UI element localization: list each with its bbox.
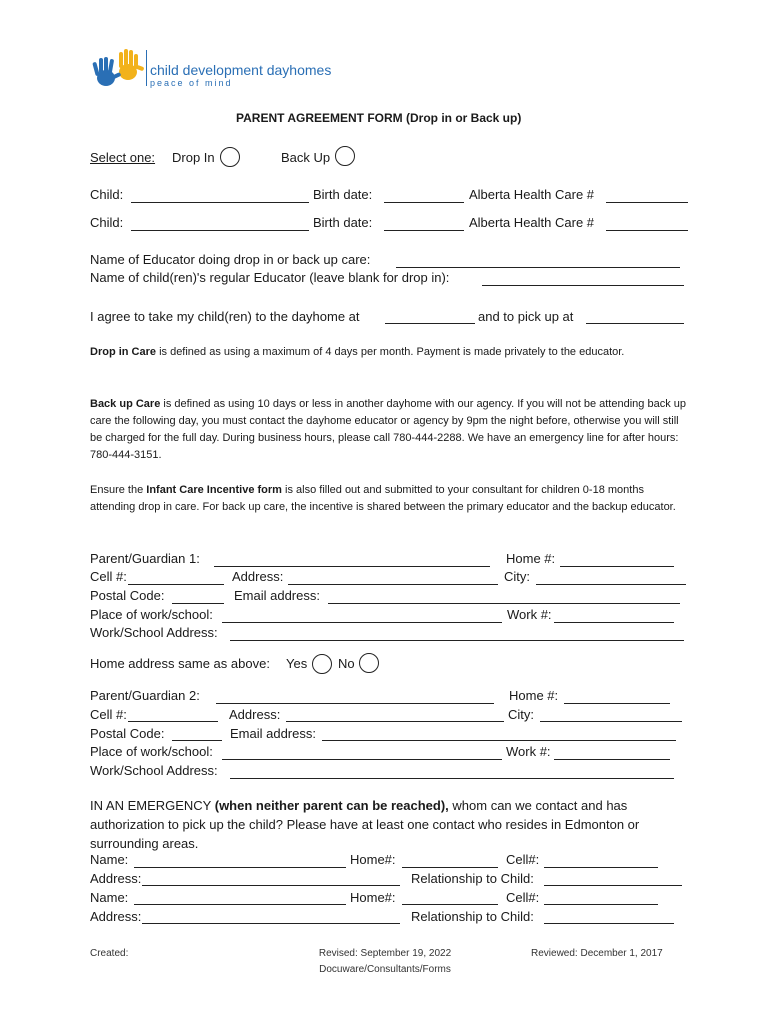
guardian2-cell-label: Cell #: xyxy=(90,707,127,722)
emergency-home-label: Home#: xyxy=(350,852,396,867)
guardian2-work-address-label: Work/School Address: xyxy=(90,763,218,778)
back-up-label: Back Up xyxy=(281,150,331,165)
guardian1-home-label: Home #: xyxy=(506,551,556,566)
emergency-relationship-label: Relationship to Child: xyxy=(411,909,534,924)
emergency-relationship-field[interactable] xyxy=(544,885,682,886)
guardian2-work-num-field[interactable] xyxy=(554,759,670,760)
select-one-label: Select one: xyxy=(90,150,156,165)
page-title: PARENT AGREEMENT FORM (Drop in or Back up) xyxy=(236,111,522,125)
footer-revised: Revised: September 19, 2022 xyxy=(318,948,452,959)
guardian1-work-num-label: Work #: xyxy=(507,607,552,622)
guardian1-city-field[interactable] xyxy=(536,584,686,585)
guardian1-work-place-label: Place of work/school: xyxy=(90,607,213,622)
guardian2-home-label: Home #: xyxy=(509,688,559,703)
guardian1-name-field[interactable] xyxy=(214,566,490,567)
same-address-no-radio[interactable] xyxy=(359,653,379,673)
footer-reviewed: Reviewed: December 1, 2017 xyxy=(531,948,663,959)
guardian2-city-field[interactable] xyxy=(540,721,682,722)
logo-divider xyxy=(146,50,147,86)
emergency-name-field[interactable] xyxy=(134,904,346,905)
health-care-field[interactable] xyxy=(606,230,688,231)
emergency-relationship-label: Relationship to Child: xyxy=(411,871,534,886)
emergency-name-label: Name: xyxy=(90,890,129,905)
handprint-logo-icon xyxy=(92,48,144,90)
dropoff-time-field[interactable] xyxy=(385,323,475,324)
child-name-field[interactable] xyxy=(131,202,309,203)
emergency-relationship-field[interactable] xyxy=(544,923,674,924)
guardian1-address-label: Address: xyxy=(232,569,284,584)
guardian2-home-field[interactable] xyxy=(564,703,670,704)
guardian1-address-field[interactable] xyxy=(288,584,498,585)
guardian2-postal-label: Postal Code: xyxy=(90,726,165,741)
emergency-home-label: Home#: xyxy=(350,890,396,905)
emergency-cell-field[interactable] xyxy=(544,904,658,905)
guardian1-cell-field[interactable] xyxy=(128,584,224,585)
same-address-no-label: No xyxy=(338,656,355,671)
pickup-time-field[interactable] xyxy=(586,323,684,324)
guardian2-cell-field[interactable] xyxy=(128,721,218,722)
guardian1-home-field[interactable] xyxy=(560,566,674,567)
emergency-paragraph: IN AN EMERGENCY (when neither parent can be reached), whom can we contact and has authorization to pick up the child? Please have at least one contact who resides in Edmonton or surrounding areas. xyxy=(90,798,640,851)
guardian2-name-field[interactable] xyxy=(216,703,494,704)
child-label: Child: xyxy=(90,187,124,202)
guardian2-address-field[interactable] xyxy=(286,721,504,722)
back-up-care-paragraph: Back up Care is defined as using 10 days or less in another dayhome with our agency. If you will not be attending back up care the following day, you must contact the dayhome educator or agency by 9pm the night before, otherwise you will still be charged for the full day. During business hours, please call 780-444-2288. We have an emergency line for after hours: 780-444-3151. xyxy=(90,398,686,461)
guardian2-email-label: Email address: xyxy=(230,726,316,741)
infant-care-paragraph: Ensure the Infant Care Incentive form is also filled out and submitted to your consultant for children 0-18 months attending drop in care. For back up care, the incentive is shared between the primary educator and the backup educator. xyxy=(90,484,676,513)
guardian1-work-address-label: Work/School Address: xyxy=(90,625,218,640)
child-name-field[interactable] xyxy=(131,230,309,231)
emergency-cell-label: Cell#: xyxy=(506,852,540,867)
back-up-radio[interactable] xyxy=(335,146,355,166)
guardian1-email-field[interactable] xyxy=(328,603,680,604)
guardian1-label: Parent/Guardian 1: xyxy=(90,551,200,566)
guardian1-city-label: City: xyxy=(504,569,530,584)
same-address-yes-label: Yes xyxy=(286,656,308,671)
health-care-label: Alberta Health Care # xyxy=(469,187,595,202)
guardian2-email-field[interactable] xyxy=(322,740,676,741)
logo-tagline: peace of mind xyxy=(150,78,233,88)
child-label: Child: xyxy=(90,215,124,230)
guardian1-email-label: Email address: xyxy=(234,588,320,603)
footer-path: Docuware/Consultants/Forms xyxy=(319,964,451,975)
birth-date-label: Birth date: xyxy=(313,215,373,230)
same-address-label: Home address same as above: xyxy=(90,656,270,671)
drop-in-label: Drop In xyxy=(172,150,215,165)
guardian1-work-num-field[interactable] xyxy=(554,622,674,623)
birth-date-label: Birth date: xyxy=(313,187,373,202)
emergency-address-label: Address: xyxy=(90,871,142,886)
emergency-name-field[interactable] xyxy=(134,867,346,868)
emergency-home-field[interactable] xyxy=(402,867,498,868)
emergency-address-field[interactable] xyxy=(142,923,400,924)
dropin-educator-field[interactable] xyxy=(396,267,680,268)
drop-in-radio[interactable] xyxy=(220,147,240,167)
regular-educator-field[interactable] xyxy=(482,285,684,286)
guardian1-cell-label: Cell #: xyxy=(90,569,127,584)
same-address-yes-radio[interactable] xyxy=(312,654,332,674)
guardian2-work-place-field[interactable] xyxy=(222,759,502,760)
agree-text-2: and to pick up at xyxy=(478,309,574,324)
birth-date-field[interactable] xyxy=(384,202,464,203)
guardian1-work-place-field[interactable] xyxy=(222,622,502,623)
footer-created: Created: xyxy=(90,948,129,959)
guardian2-city-label: City: xyxy=(508,707,534,722)
guardian2-work-address-field[interactable] xyxy=(230,778,674,779)
emergency-cell-label: Cell#: xyxy=(506,890,540,905)
guardian1-postal-field[interactable] xyxy=(172,603,224,604)
logo xyxy=(92,48,352,90)
emergency-cell-field[interactable] xyxy=(544,867,658,868)
emergency-address-label: Address: xyxy=(90,909,142,924)
health-care-label: Alberta Health Care # xyxy=(469,215,595,230)
guardian2-postal-field[interactable] xyxy=(172,740,222,741)
regular-educator-label: Name of child(ren)'s regular Educator (leave blank for drop in): xyxy=(90,270,450,285)
agree-text-1: I agree to take my child(ren) to the dayhome at xyxy=(90,309,360,324)
birth-date-field[interactable] xyxy=(384,230,464,231)
health-care-field[interactable] xyxy=(606,202,688,203)
guardian2-label: Parent/Guardian 2: xyxy=(90,688,200,703)
logo-name: child development dayhomes xyxy=(150,62,332,78)
guardian2-address-label: Address: xyxy=(229,707,281,722)
emergency-address-field[interactable] xyxy=(142,885,400,886)
emergency-name-label: Name: xyxy=(90,852,129,867)
guardian1-postal-label: Postal Code: xyxy=(90,588,165,603)
dropin-educator-label: Name of Educator doing drop in or back up care: xyxy=(90,252,371,267)
guardian2-work-place-label: Place of work/school: xyxy=(90,744,213,759)
guardian2-work-num-label: Work #: xyxy=(506,744,551,759)
guardian1-work-address-field[interactable] xyxy=(230,640,684,641)
emergency-home-field[interactable] xyxy=(402,904,498,905)
drop-in-care-paragraph: Drop in Care is defined as using a maximum of 4 days per month. Payment is made privately to the educator. xyxy=(90,346,625,358)
